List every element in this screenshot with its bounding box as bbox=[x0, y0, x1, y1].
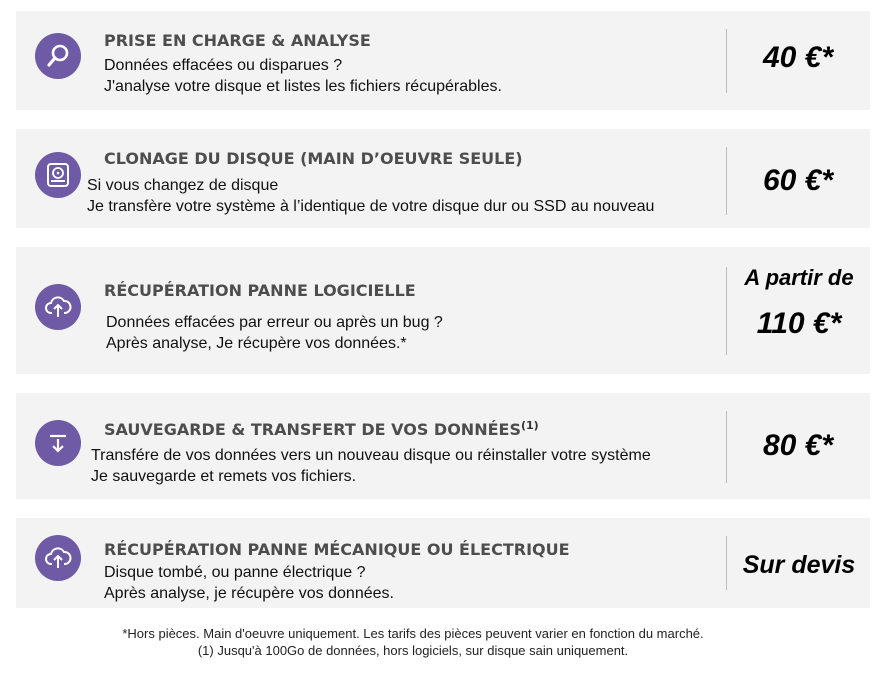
service-card-clonage bbox=[16, 129, 870, 228]
service-price: 110 €* bbox=[756, 307, 842, 340]
service-title: RÉCUPÉRATION PANNE LOGICIELLE bbox=[104, 281, 416, 300]
service-line: Après analyse, je récupère vos données. bbox=[104, 585, 394, 602]
service-title: CLONAGE DU DISQUE (MAIN D’OEUVRE SEULE) bbox=[104, 149, 523, 168]
service-line: Je sauvegarde et remets vos fichiers. bbox=[91, 468, 357, 485]
divider bbox=[726, 147, 727, 215]
divider bbox=[726, 267, 727, 355]
divider bbox=[726, 536, 727, 590]
footnote-pieces: *Hors pièces. Main d'oeuvre uniquement. Les tarifs des pièces peuvent varier en fonction du marché. bbox=[122, 626, 704, 641]
service-price-prefix: A partir de bbox=[744, 265, 854, 290]
service-line: J'analyse votre disque et listes les fichiers récupérables. bbox=[104, 78, 502, 95]
service-line: Si vous changez de disque bbox=[87, 177, 279, 194]
service-card-mecanique bbox=[16, 518, 870, 608]
service-title-text: SAUVEGARDE & TRANSFERT DE VOS DONNÉES bbox=[104, 420, 521, 439]
divider bbox=[726, 29, 727, 93]
service-line: Après analyse, Je récupère vos données.* bbox=[106, 335, 407, 352]
service-price: 80 €* bbox=[762, 429, 834, 462]
footnote-donnees: (1) Jusqu'à 100Go de données, hors logiciels, sur disque sain uniquement. bbox=[197, 643, 629, 658]
service-price: Sur devis bbox=[742, 551, 856, 579]
service-card-analyse bbox=[16, 11, 870, 110]
service-line: Données effacées par erreur ou après un bug ? bbox=[106, 314, 443, 331]
hard-drive-icon bbox=[35, 152, 81, 198]
service-title bbox=[104, 419, 539, 439]
magnifier-icon bbox=[35, 33, 81, 79]
cloud-upload-icon bbox=[35, 284, 81, 330]
service-line: Transfére de vos données vers un nouveau disque ou réinstaller votre système bbox=[91, 447, 651, 464]
service-line: Je transfère votre système à l’identique de votre disque dur ou SSD au nouveau bbox=[87, 198, 655, 215]
service-line: Données effacées ou disparues ? bbox=[104, 57, 343, 74]
service-title: RÉCUPÉRATION PANNE MÉCANIQUE OU ÉLECTRIQUE bbox=[104, 540, 570, 559]
service-card-sauvegarde bbox=[16, 393, 870, 499]
service-card-logicielle bbox=[16, 247, 870, 374]
download-arrow-icon bbox=[35, 420, 81, 466]
service-line: Disque tombé, ou panne électrique ? bbox=[104, 564, 366, 581]
service-price: 40 €* bbox=[762, 41, 834, 74]
service-price: 60 €* bbox=[762, 164, 834, 197]
footnote-ref: (1) bbox=[520, 419, 539, 432]
cloud-upload-icon bbox=[35, 535, 81, 581]
service-title: PRISE EN CHARGE & ANALYSE bbox=[104, 31, 371, 50]
divider bbox=[726, 411, 727, 483]
